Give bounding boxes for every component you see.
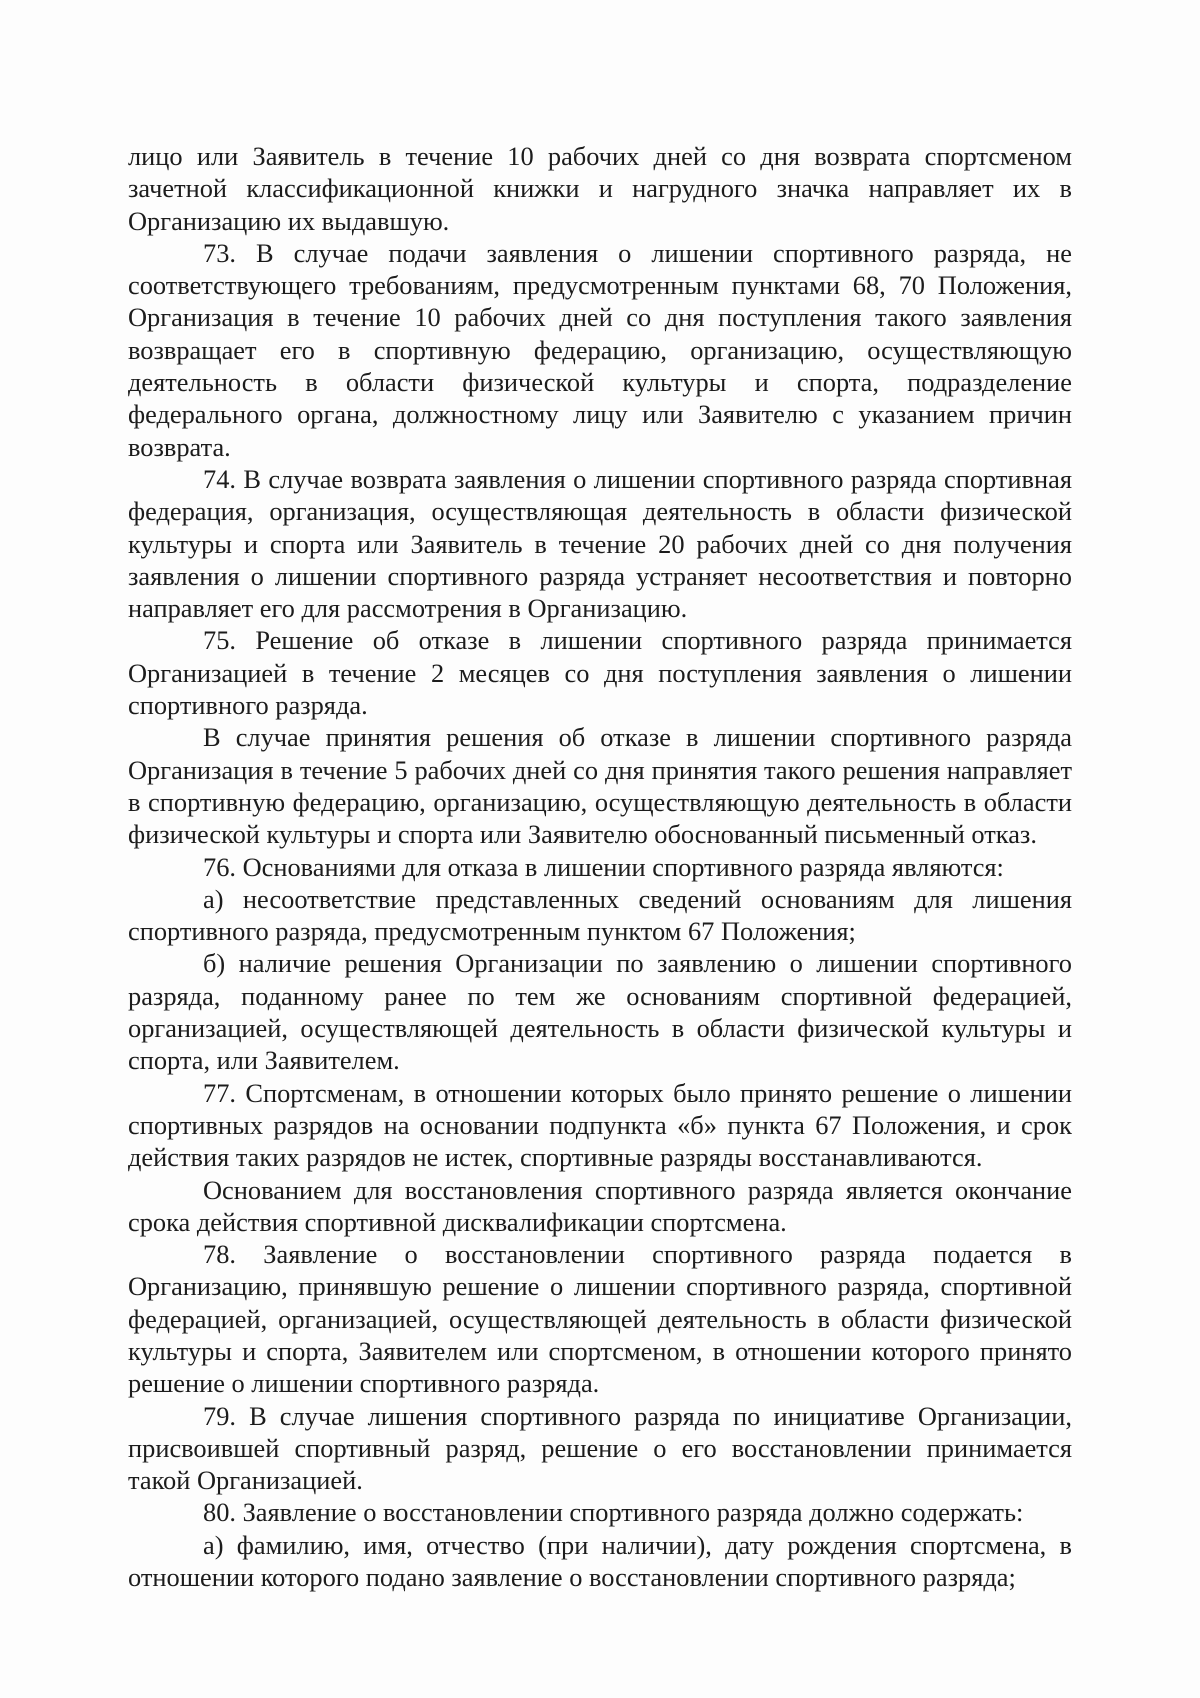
paragraph-79: 79. В случае лишения спортивного разряда по инициативе Организации, присвоившей спортивный разряд, решение о его восстановлении принимается такой Организацией. <box>128 1400 1072 1496</box>
paragraph-76-b: б) наличие решения Организации по заявлению о лишении спортивного разряда, поданному ранее по тем же основаниям спортивной федерацией, организацией, осуществляющей деятельность в области физической культуры и спорта, или Заявителем. <box>128 948 1072 1076</box>
paragraph-77-basis: Основанием для восстановления спортивного разряда является окончание срока действия спортивной дисквалификации спортсмена. <box>128 1174 1072 1237</box>
paragraph-78: 78. Заявление о восстановлении спортивного разряда подается в Организацию, принявшую решение о лишении спортивного разряда, спортивной федерацией, организацией, осуществляющей деятельность в области физической культуры и спорта, Заявителем или спортсменом, в отношении которого принято решение о лишении спортивного разряда. <box>128 1239 1072 1399</box>
paragraph-76: 76. Основаниями для отказа в лишении спортивного разряда являются: <box>203 851 1004 882</box>
paragraph-75-refusal: В случае принятия решения об отказе в лишении спортивного разряда Организация в течение 5 рабочих дней со дня принятия такого решения направляет в спортивную федерацию, организацию, осуществляющую деятельность в области физической культуры и спорта или Заявителю обоснованный письменный отказ. <box>128 722 1072 850</box>
paragraph-80-a: а) фамилию, имя, отчество (при наличии), дату рождения спортсмена, в отношении которого подано заявление о восстановлении спортивного разряда; <box>128 1529 1072 1593</box>
paragraph-75: 75. Решение об отказе в лишении спортивного разряда принимается Организацией в течение 2 месяцев со дня поступления заявления о лишении спортивного разряда. <box>128 625 1072 721</box>
paragraph-74: 74. В случае возврата заявления о лишении спортивного разряда спортивная федерация, организация, осуществляющая деятельность в области физической культуры и спорта или Заявитель в течение 20 рабочих дней со дня получения заявления о лишении спортивного разряда устраняет несоответствия и повторно направляет его для рассмотрения в Организацию. <box>128 463 1072 624</box>
paragraph-80: 80. Заявление о восстановлении спортивного разряда должно содержать: <box>203 1497 1024 1528</box>
paragraph-73: 73. В случае подачи заявления о лишении спортивного разряда, не соответствующего требованиям, предусмотренным пунктами 68, 70 Положения, Организация в течение 10 рабочих дней со дня поступления такого заявления возвращает его в спортивную федерацию, организацию, осуществляющую деятельность в области физической культуры и спорта, подразделение федерального органа, должностному лицу или Заявителю с указанием причин возврата. <box>128 237 1072 462</box>
paragraph-continuation: лицо или Заявитель в течение 10 рабочих дней со дня возврата спортсменом зачетной классификационной книжки и нагрудного значка направляет их в Организацию их выдавшую. <box>128 141 1072 236</box>
paragraph-76-a: а) несоответствие представленных сведений основаниям для лишения спортивного разряда, предусмотренным пунктом 67 Положения; <box>128 883 1072 947</box>
paragraph-77: 77. Спортсменам, в отношении которых было принято решение о лишении спортивных разрядов на основании подпункта «б» пункта 67 Положения, и срок действия таких разрядов не истек, спортивные разряды восстанавливаются. <box>128 1077 1072 1173</box>
document-body <box>128 140 1072 1593</box>
